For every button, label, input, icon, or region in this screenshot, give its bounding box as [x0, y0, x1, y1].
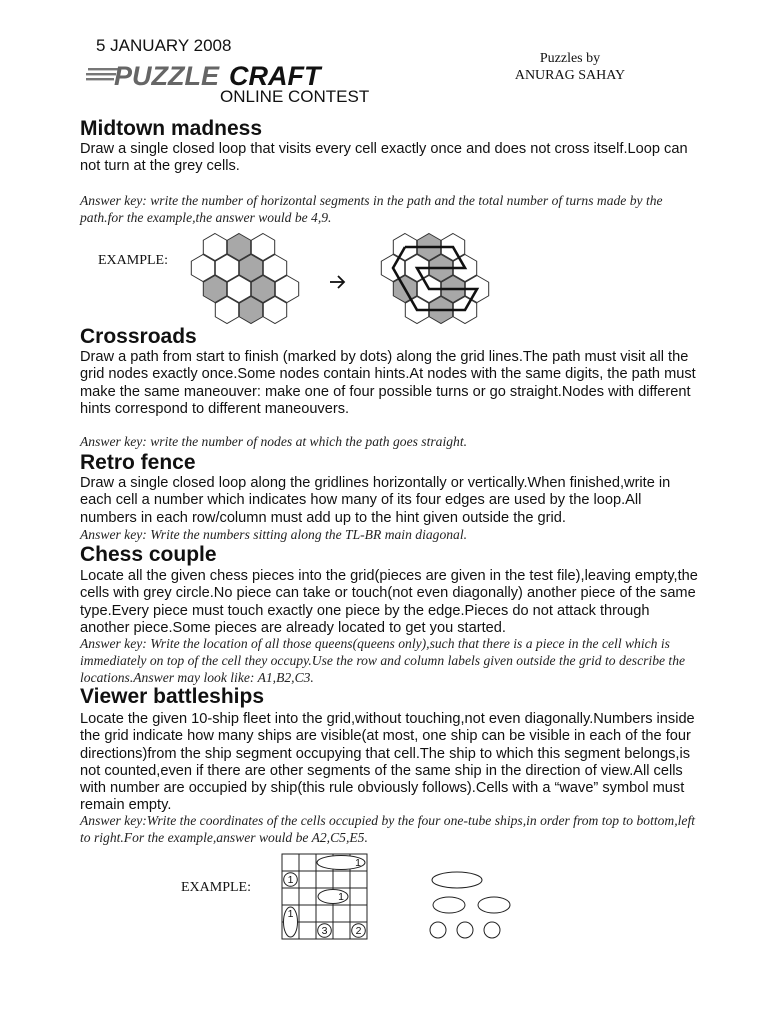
grid-number: 1: [338, 891, 344, 903]
logo-text-craft: CRAFT: [229, 61, 321, 91]
fleet-ship-two-tube-b: [478, 897, 510, 913]
battleships-example-figure: [278, 850, 518, 940]
viewer-example-label: EXAMPLE:: [181, 880, 251, 895]
grid-number: 3: [321, 925, 328, 937]
author-byline: [510, 50, 630, 84]
fleet-ship-three-tube: [432, 872, 482, 888]
arrow-right-icon: [330, 276, 344, 288]
contest-subtitle: ONLINE CONTEST: [220, 87, 370, 106]
viewer-battleships-answer-key: Answer key:Write the coordinates of the cells occupied by the four one-tube ships,in order from top to bottom,left to right.For the example,answer would be A2,C5,E5.: [80, 813, 696, 845]
contest-date: 5 JANUARY 2008: [96, 36, 232, 55]
midtown-rules: Draw a single closed loop that visits every cell exactly once and does not cross itself.Loop can not turn at the grey cells.: [80, 141, 688, 175]
grid-number: 1: [287, 874, 294, 886]
viewer-battleships-rules: Locate the given 10-ship fleet into the grid,without touching,not even diagonally.Numbers inside the grid indicate how many ships are visible(at most, one ship can be visible in each of the four directions)from the ship segment occupying that cell.The ship to which this segment belongs,is not counted,even if there are other segments of the same ship in the direction of view.All cells with number are occupied by ship(this rule obviously follows).Cells with a “wave” symbol must remain empty.: [80, 711, 695, 814]
fleet-ship-one-tube-a: [430, 922, 446, 938]
grid-number: 2: [355, 925, 362, 937]
midtown-answer-key: Answer key: write the number of horizontal segments in the path and the total number of turns made by the path.for the example,the answer would be 4,9.: [80, 193, 663, 225]
retro-fence-answer-key: Answer key: Write the numbers sitting along the TL-BR main diagonal.: [80, 527, 468, 542]
retro-fence-title: Retro fence: [80, 451, 196, 474]
crossroads-title: Crossroads: [80, 325, 197, 348]
midtown-example-figure: [180, 228, 490, 332]
fleet-ship-one-tube-c: [484, 922, 500, 938]
fleet-legend: [430, 872, 510, 938]
author-name: ANURAG SAHAY: [514, 68, 626, 83]
logo-text-puzzle: PUZZLE: [114, 61, 219, 91]
chess-couple-answer-key: Answer key: Write the location of all those queens(queens only),such that there is a piece in the cell which is immediately on top of the cell they occupy.Use the row and column labels given outside the grid to describe the locations.Answer may look like: A1,B2,C3.: [80, 636, 686, 685]
crossroads-answer-key: Answer key: write the number of nodes at which the path goes straight.: [80, 434, 467, 449]
byline-label: Puzzles by: [539, 51, 601, 66]
retro-fence-rules: Draw a single closed loop along the gridlines horizontally or vertically.When finished,write in each cell a number which indicates how many of its four edges are used by the loop.All numbers in each row/column must add up to the hint given outside the grid.: [80, 475, 671, 526]
fleet-ship-two-tube-a: [433, 897, 465, 913]
midtown-title: Midtown madness: [80, 117, 263, 140]
grid-number: 1: [355, 857, 361, 869]
hex-grid-puzzle: [191, 234, 298, 324]
viewer-battleships-title: Viewer battleships: [80, 685, 265, 708]
crossroads-rules: Draw a path from start to finish (marked by dots) along the grid lines.The path must visit all the grid nodes exactly once.Some nodes contain hints.At nodes with the same digits, the path must make the same maneouver: make one of four possible turns or go straight.Nodes with different hints correspond to different maneouvers.: [80, 349, 696, 417]
grid-number: 1: [287, 908, 294, 920]
chess-couple-rules: Locate all the given chess pieces into the grid(pieces are given in the test file),leaving empty,the cells with grey circle.No piece can take or touch(not even diagonally) another piece of the same type.Every piece must touch exactly one piece by the edge.Pieces do not attack through another piece.Some pieces are already located to get you started.: [80, 568, 698, 636]
fleet-ship-one-tube-b: [457, 922, 473, 938]
chess-couple-title: Chess couple: [80, 543, 217, 566]
midtown-example-label: EXAMPLE:: [98, 253, 168, 268]
